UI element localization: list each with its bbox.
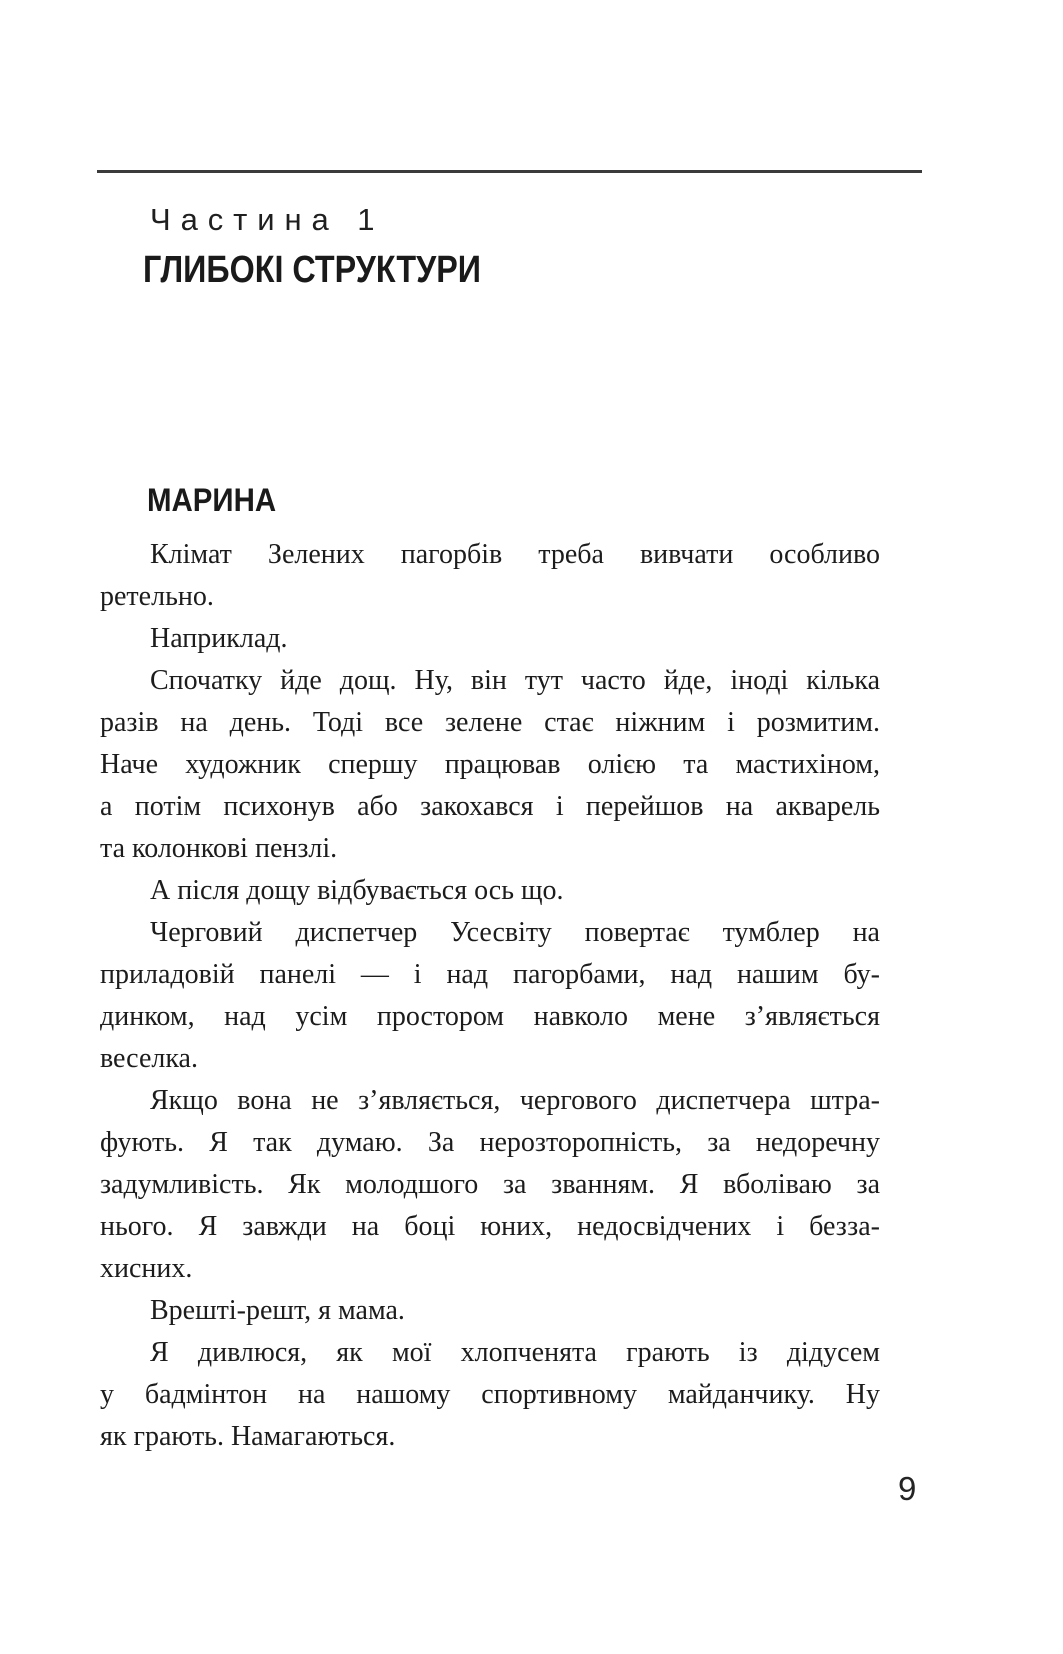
text-line: у бадмінтон на нашому спортивному майданчику. Ну	[100, 1379, 880, 1410]
text-line: хисних.	[100, 1253, 193, 1284]
text-line: Наприклад.	[150, 623, 288, 654]
text-line: Врешті-решт, я мама.	[150, 1295, 405, 1326]
part-number: Частина 1	[150, 202, 385, 237]
text-line: веселка.	[100, 1043, 198, 1074]
body-text	[100, 534, 880, 1458]
chapter-title: МАРИНА	[147, 482, 277, 518]
text-line: як грають. Намагаються.	[100, 1421, 396, 1452]
text-line: Я дивлюся, як мої хлопченята грають із дідусем	[150, 1337, 880, 1368]
text-line: нього. Я завжди на боці юних, недосвідчених і безза-	[100, 1211, 880, 1242]
text-line: Черговий диспетчер Усесвіту повертає тумблер на	[150, 917, 880, 948]
header-rule	[97, 170, 922, 173]
text-line: задумливість. Як молодшого за званням. Я вболіваю за	[100, 1169, 880, 1200]
text-line: приладовій панелі — і над пагорбами, над нашим бу-	[100, 959, 880, 990]
text-line: динком, над усім простором навколо мене з’являється	[100, 1001, 880, 1032]
text-line: ретельно.	[100, 581, 214, 612]
text-line: Якщо вона не з’являється, чергового диспетчера штра-	[150, 1085, 880, 1116]
text-line: а потім психонув або закохався і перейшов на акварель	[100, 791, 880, 822]
text-line: разів на день. Тоді все зелене стає ніжним і розмитим.	[100, 707, 880, 738]
text-line: А після дощу відбувається ось що.	[150, 875, 564, 906]
text-line: Наче художник спершу працював олією та мастихіном,	[100, 749, 880, 780]
text-line: Спочатку йде дощ. Ну, він тут часто йде, іноді кілька	[150, 665, 880, 696]
text-line: фують. Я так думаю. За нерозторопність, за недоречну	[100, 1127, 880, 1158]
text-line: та колонкові пензлі.	[100, 833, 338, 864]
page-number: 9	[898, 1470, 917, 1507]
text-line: Клімат Зелених пагорбів треба вивчати особливо	[150, 539, 880, 570]
part-title: ГЛИБОКІ СТРУКТУРИ	[143, 249, 481, 291]
